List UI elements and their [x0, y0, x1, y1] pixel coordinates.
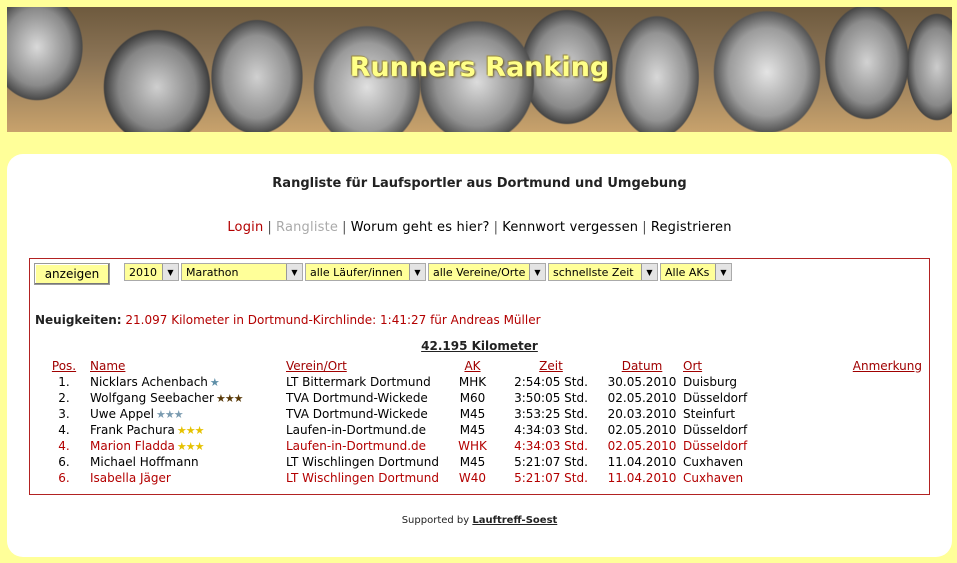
table-header-row: [38, 357, 922, 374]
nav-separator: |: [642, 220, 647, 235]
cell-datum-text: 11.04.2010: [607, 455, 677, 469]
cell-anmerkung: [823, 438, 922, 454]
cell-ort-text: Steinfurt: [683, 407, 736, 421]
cell-ort: [683, 390, 823, 406]
cell-datum: [601, 374, 683, 390]
column-header-anmerkung[interactable]: Anmerkung: [852, 358, 922, 373]
cell-verein-text: LT Bittermark Dortmund: [286, 375, 431, 389]
cell-ort: [683, 406, 823, 422]
cell-datum: [601, 422, 683, 438]
table-row: [38, 390, 922, 406]
table-row: [38, 422, 922, 438]
cell-verein: [286, 390, 444, 406]
news-line: [35, 313, 541, 327]
footer-link[interactable]: Lauftreff-Soest: [472, 515, 558, 526]
cell-ort-text: Cuxhaven: [683, 471, 744, 485]
chevron-down-icon: ▼: [715, 264, 731, 280]
cell-verein: [286, 374, 444, 390]
cell-pos-text: 4.: [58, 439, 70, 453]
cell-verein-text: LT Wischlingen Dortmund: [286, 471, 439, 485]
cell-zeit-text: 5:21:07 Std.: [514, 455, 588, 469]
cell-zeit: [501, 406, 601, 422]
cell-datum-text: 02.05.2010: [607, 423, 677, 437]
nav-kennwort[interactable]: Kennwort vergessen: [502, 220, 639, 235]
cell-pos-text: 2.: [58, 391, 70, 405]
column-header-verein[interactable]: Verein/Ort: [286, 358, 347, 373]
cell-ak-text: W40: [458, 471, 487, 485]
cell-verein: [286, 406, 444, 422]
cell-zeit: [501, 374, 601, 390]
cell-ak-text: MHK: [458, 375, 487, 389]
chevron-down-icon: ▼: [286, 264, 302, 280]
cell-ort-text: Düsseldorf: [683, 439, 748, 453]
column-header-pos[interactable]: Pos.: [51, 358, 77, 373]
cell-datum-text: 20.03.2010: [607, 407, 677, 421]
cell-verein-text: TVA Dortmund-Wickede: [286, 407, 428, 421]
age-select[interactable]: [660, 263, 732, 281]
chevron-down-icon: ▼: [529, 264, 545, 280]
age-select-value: Alle AKs: [665, 265, 710, 279]
results-box: [29, 258, 930, 495]
column-header-ak[interactable]: AK: [464, 358, 481, 373]
distance-select[interactable]: [181, 263, 303, 281]
cell-datum-text: 30.05.2010: [607, 375, 677, 389]
star-rating-icon: ★★★: [155, 408, 183, 421]
cell-anmerkung: [823, 406, 922, 422]
cell-name-text: Isabella Jäger: [90, 471, 171, 485]
cell-datum-text: 11.04.2010: [607, 471, 677, 485]
cell-name[interactable]: [90, 406, 286, 422]
cell-name[interactable]: [90, 390, 286, 406]
distance-title: 42.195 Kilometer: [421, 339, 538, 353]
cell-ak-text: WHK: [458, 439, 487, 453]
cell-zeit: [501, 454, 601, 470]
cell-name[interactable]: [90, 374, 286, 390]
cell-zeit-text: 5:21:07 Std.: [514, 471, 588, 485]
cell-ak-text: M60: [459, 391, 486, 405]
cell-datum-text: 02.05.2010: [607, 391, 677, 405]
time-select[interactable]: [548, 263, 658, 281]
cell-verein: [286, 470, 444, 486]
cell-ort: [683, 438, 823, 454]
cell-verein: [286, 422, 444, 438]
nav-rangliste: Rangliste: [276, 220, 339, 235]
cell-ak: [444, 374, 501, 390]
nav-separator: |: [342, 220, 347, 235]
cell-datum: [601, 390, 683, 406]
table-row: [38, 454, 922, 470]
cell-datum: [601, 470, 683, 486]
header-banner: [7, 7, 952, 132]
cell-ort-text: Cuxhaven: [683, 455, 744, 469]
cell-verein: [286, 438, 444, 454]
cell-verein: [286, 454, 444, 470]
cell-ak: [444, 422, 501, 438]
cell-pos: [38, 470, 90, 486]
cell-name-text: Uwe Appel: [90, 407, 154, 421]
chevron-down-icon: ▼: [641, 264, 657, 280]
star-rating-icon: ★★★: [176, 424, 204, 437]
cell-pos-text: 3.: [58, 407, 70, 421]
cell-anmerkung: [823, 422, 922, 438]
cell-name-text: Wolfgang Seebacher: [90, 391, 214, 405]
nav-login[interactable]: Login: [227, 220, 264, 235]
cell-ort-text: Duisburg: [683, 375, 737, 389]
main-panel: [7, 154, 952, 557]
column-header-zeit[interactable]: Zeit: [539, 358, 563, 373]
star-rating-icon: ★★★: [215, 392, 243, 405]
site-title: Runners Ranking: [349, 52, 610, 83]
cell-name-text: Marion Fladda: [90, 439, 175, 453]
runners-select-value: alle Läufer/innen: [310, 265, 403, 279]
cell-anmerkung: [823, 470, 922, 486]
cell-zeit: [501, 438, 601, 454]
cell-pos: [38, 374, 90, 390]
star-rating-icon: ★: [209, 376, 219, 389]
cell-datum: [601, 438, 683, 454]
cell-verein-text: LT Wischlingen Dortmund: [286, 455, 439, 469]
time-select-value: schnellste Zeit: [553, 265, 634, 279]
cell-zeit-text: 2:54:05 Std.: [514, 375, 588, 389]
cell-ak: [444, 470, 501, 486]
ranking-table: [38, 357, 922, 486]
cell-ak: [444, 454, 501, 470]
cell-ak-text: M45: [459, 407, 486, 421]
cell-ort: [683, 374, 823, 390]
clubs-select[interactable]: [428, 263, 546, 281]
cell-pos-text: 6.: [58, 471, 70, 485]
cell-datum-text: 02.05.2010: [607, 439, 677, 453]
table-row: [38, 438, 922, 454]
cell-ort-text: Düsseldorf: [683, 423, 748, 437]
cell-zeit-text: 4:34:03 Std.: [514, 439, 588, 453]
cell-pos-text: 1.: [58, 375, 70, 389]
year-select-value: 2010: [129, 265, 157, 279]
chevron-down-icon: ▼: [162, 264, 178, 280]
cell-zeit: [501, 390, 601, 406]
cell-name-text: Nicklars Achenbach: [90, 375, 208, 389]
cell-ak-text: M45: [459, 423, 486, 437]
nav-separator: |: [493, 220, 499, 235]
cell-pos: [38, 390, 90, 406]
footer: [7, 515, 952, 526]
cell-pos-text: 4.: [58, 423, 70, 437]
cell-anmerkung: [823, 374, 922, 390]
cell-pos: [38, 406, 90, 422]
cell-datum: [601, 454, 683, 470]
nav-registrieren[interactable]: Registrieren: [650, 220, 732, 235]
cell-ort: [683, 422, 823, 438]
cell-pos: [38, 438, 90, 454]
news-text[interactable]: 21.097 Kilometer in Dortmund-Kirchlinde: 1:41:27 für Andreas Müller: [125, 313, 541, 327]
clubs-select-value: alle Vereine/Orte: [433, 265, 526, 279]
cell-verein-text: TVA Dortmund-Wickede: [286, 391, 428, 405]
cell-name[interactable]: [90, 438, 286, 454]
column-header-datum[interactable]: Datum: [621, 358, 663, 373]
cell-name-text: Michael Hoffmann: [90, 455, 199, 469]
distance-select-value: Marathon: [186, 265, 239, 279]
cell-zeit: [501, 422, 601, 438]
cell-zeit-text: 3:53:25 Std.: [514, 407, 588, 421]
cell-ak-text: M45: [459, 455, 486, 469]
footer-text: Supported by: [401, 515, 470, 526]
cell-verein-text: Laufen-in-Dortmund.de: [286, 439, 427, 453]
year-select[interactable]: [124, 263, 179, 281]
table-row: [38, 374, 922, 390]
cell-name[interactable]: [90, 470, 286, 486]
runners-select[interactable]: [305, 263, 426, 281]
chevron-down-icon: ▼: [409, 264, 425, 280]
cell-zeit: [501, 470, 601, 486]
cell-ak: [444, 390, 501, 406]
cell-name[interactable]: [90, 422, 286, 438]
cell-zeit-text: 3:50:05 Std.: [514, 391, 588, 405]
star-rating-icon: ★★★: [176, 440, 204, 453]
cell-ak: [444, 438, 501, 454]
column-header-ort[interactable]: Ort: [683, 358, 703, 373]
cell-ort-text: Düsseldorf: [683, 391, 748, 405]
cell-pos: [38, 422, 90, 438]
page-subtitle: Rangliste für Laufsportler aus Dortmund und Umgebung: [272, 176, 687, 191]
cell-ak: [444, 406, 501, 422]
cell-anmerkung: [823, 390, 922, 406]
cell-verein-text: Laufen-in-Dortmund.de: [286, 423, 427, 437]
show-button[interactable]: anzeigen: [34, 263, 110, 285]
main-nav: [7, 220, 952, 235]
cell-name-text: Frank Pachura: [90, 423, 175, 437]
cell-ort: [683, 470, 823, 486]
table-row: [38, 406, 922, 422]
column-header-name[interactable]: Name: [90, 358, 126, 373]
cell-zeit-text: 4:34:03 Std.: [514, 423, 588, 437]
nav-separator: |: [267, 220, 272, 235]
cell-pos: [38, 454, 90, 470]
cell-name[interactable]: [90, 454, 286, 470]
news-label: Neuigkeiten:: [35, 313, 122, 327]
cell-datum: [601, 406, 683, 422]
cell-anmerkung: [823, 454, 922, 470]
cell-pos-text: 6.: [58, 455, 70, 469]
nav-worum[interactable]: Worum geht es hier?: [350, 220, 490, 235]
cell-ort: [683, 454, 823, 470]
table-row: [38, 470, 922, 486]
